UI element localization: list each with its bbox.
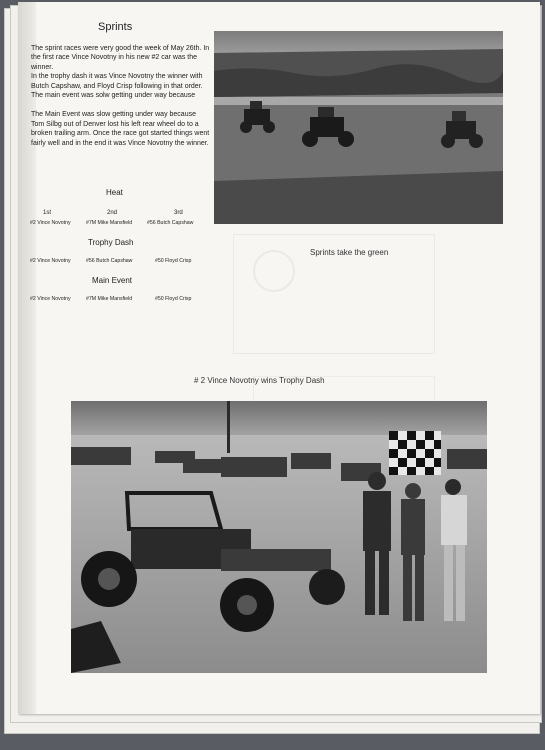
result-driver: #2 Vince Novotny — [30, 296, 71, 302]
article-paragraph: The main event was solw getting under way because — [31, 92, 196, 100]
heat-heading: Heat — [106, 188, 123, 197]
magazine-page — [18, 2, 540, 714]
bottom-photo-caption: # 2 Vince Novotny wins Trophy Dash — [194, 376, 325, 385]
top-photo-caption: Sprints take the green — [310, 248, 389, 257]
bleed-through-shadow — [253, 250, 295, 292]
article-paragraph: The sprint races were very good the week of May 26th. In the first race Vince Novotny in his new #2 car was the winner. — [31, 45, 210, 71]
article-title: Sprints — [98, 21, 133, 33]
victory-lane-photo — [71, 401, 487, 673]
result-driver: #2 Vince Novotny — [30, 220, 71, 226]
article-body — [31, 44, 211, 155]
trophy-dash-heading: Trophy Dash — [88, 238, 134, 247]
main-event-heading: Main Event — [92, 276, 133, 285]
sprint-cars-photo — [214, 31, 503, 224]
place-label: 3rd — [174, 210, 183, 216]
result-driver: #7M Mike Mansfield — [86, 296, 133, 302]
result-driver: #50 Floyd Crisp — [155, 258, 192, 264]
place-label: 1st — [43, 210, 52, 216]
place-label: 2nd — [107, 210, 118, 216]
article-paragraph: In the trophy dash it was Vince Novotny the winner with Butch Capshaw, and Floyd Crisp following in that order. — [31, 73, 203, 90]
result-driver: #50 Floyd Crisp — [155, 296, 192, 302]
article-paragraph: The Main Event was slow getting under way because Tom Silbg out of Denver lost his left rear wheel do to a broken trailing arm. Once the race got started things went fairly well and in the end it was Vince Novotny the winner. — [31, 111, 210, 147]
result-driver: #56 Butch Capshaw — [86, 258, 133, 264]
result-driver: #2 Vince Novotny — [30, 258, 71, 264]
result-driver: #56 Butch Capshaw — [147, 220, 194, 226]
result-driver: #7M Mike Mansfield — [86, 220, 133, 226]
